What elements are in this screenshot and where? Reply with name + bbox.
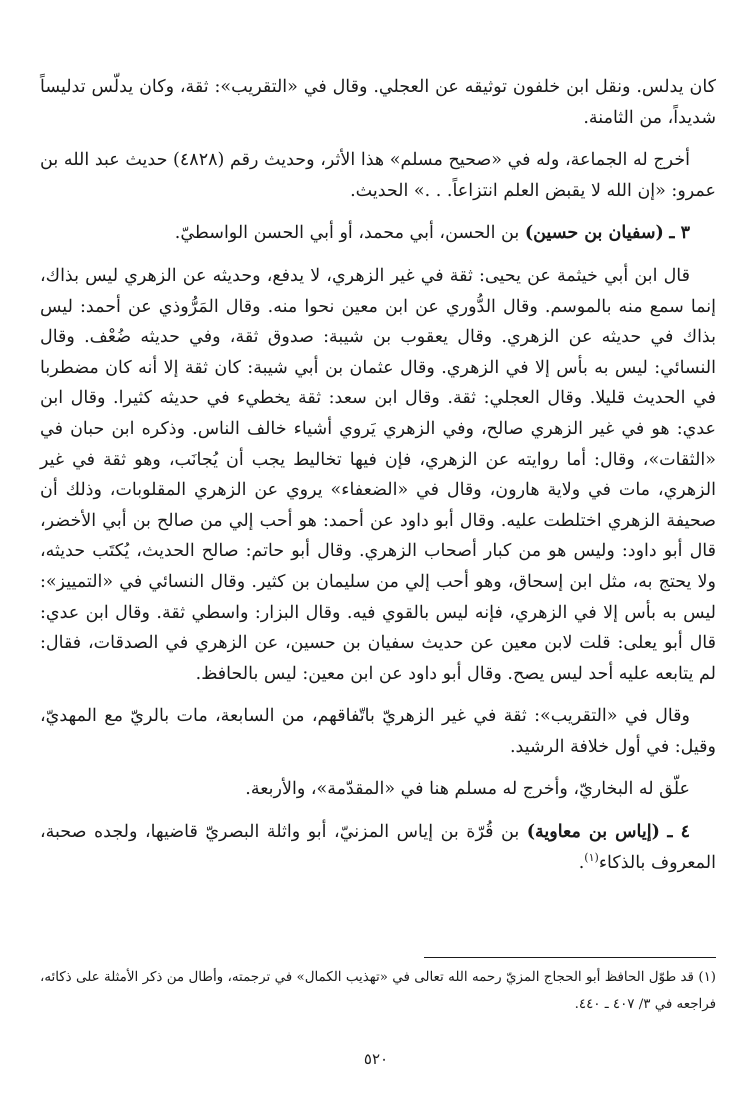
footnote: (١) قد طوّل الحافظ أبو الحجاج المزيّ رحمه الله تعالى في «تهذيب الكمال» في ترجمته، وأطال من ذكر الأمثلة على ذكائه، فراجعه في ٣/ ٤٠٧ ـ ٤٤٠. [40,970,716,1012]
paragraph-3-entry-heading [40,218,716,249]
narrator-lineage-iyas: بن قُرّة بن إياس المزنيّ، أبو واثلة البصريّ قاضيها، ولجده صحبة، المعروف بالذكاء [40,822,716,873]
paragraph-5: وقال في «التقريب»: ثقة في غير الزهريّ باتّفاقهم، من السابعة، مات بالريّ مع المهديّ، وقيل: في أول خلافة الرشيد. [40,706,716,757]
footnote-divider [424,957,716,958]
main-text [40,72,716,878]
narrator-name-sufyan: (سفيان بن حسين) [524,223,664,244]
narrator-lineage-sufyan: بن الحسن، أبي محمد، أو أبي الحسن الواسطيّ. [174,223,520,244]
paragraph-4: قال ابن أبي خيثمة عن يحيى: ثقة في غير الزهري، لا يدفع، وحديثه عن الزهري ليس بذاك، إنما سمع منه بالموسم. وقال الدُّوري عن ابن معين نحوا منه. وقال المَرُّوذي عن أحمد: ليس بذاك في حديثه عن الزهري. وقال يعقوب بن شيبة: صدوق ثقة، وفي حديثه ضُعْف. وقال النسائي: ليس به بأس إلا في الزهري. وقال عثمان بن أبي شيبة: كان ثقة إلا أنه كان مضطربا في الحديث قليلا. وقال العجلي: ثقة. وقال ابن سعد: ثقة يخطيء في حديثه كثيرا. وقال ابن عدي: هو في غير الزهري صالح، وفي الزهري يَروي أشياء خالف الناس. وذكره ابن حبان في «الثقات»، وقال: أما روايته عن الزهري، فإن فيها تخاليط يجب أن يُجانَب، وهو ثقة في غير الزهري، مات في ولاية هارون، وقال في «الضعفاء» يروي عن الزهري المقلوبات، وذلك أن صحيفة الزهري اختلطت عليه. وقال أبو داود عن أحمد: هو أحب إلي من صالح بن أبي الأخضر، قال أبو داود: وليس هو من كبار أصحاب الزهري. وقال أبو حاتم: صالح الحديث، يُكتَب حديثه، ولا يحتج به، مثل ابن إسحاق، وهو أحب إلي من سليمان بن كثير. وقال النسائي في «التمييز»: ليس به بأس إلا في الزهري، فإنه ليس بالقوي فيه. وقال البزار: واسطي ثقة. وقال ابن عدي: قال أبو يعلى: قلت لابن معين عن حديث سفيان بن حسين، عن الزهري في الصدقات، فقال: لم يتابعه عليه أحد ليس يصح. وقال أبو داود عن ابن معين: ليس بالحافظ. [40,265,716,684]
sentence-end: . [578,852,585,873]
footnote-reference[interactable]: (١) [584,850,599,864]
paragraph-6: علّق له البخاريّ، وأخرج له مسلم هنا في «المقدّمة»، والأربعة. [245,779,690,800]
entry-number-3: ٣ ـ [669,223,690,244]
paragraph-7-entry-heading [40,817,716,878]
paragraph-1: كان يدلس. ونقل ابن خلفون توثيقه عن العجلي. وقال في «التقريب»: ثقة، وكان يدلّس تدليساً شديداً، من الثامنة. [40,77,716,128]
entry-number-4: ٤ ـ [667,822,690,843]
narrator-name-iyas: (إياس بن معاوية) [526,822,660,843]
page-number: ٥٢٠ [363,1050,389,1068]
paragraph-2: أخرج له الجماعة، وله في «صحيح مسلم» هذا الأثر، وحديث رقم (٤٨٢٨) حديث عبد الله بن عمرو: «إن الله لا يقبض العلم انتزاعاً. . .» الحديث. [40,150,716,201]
